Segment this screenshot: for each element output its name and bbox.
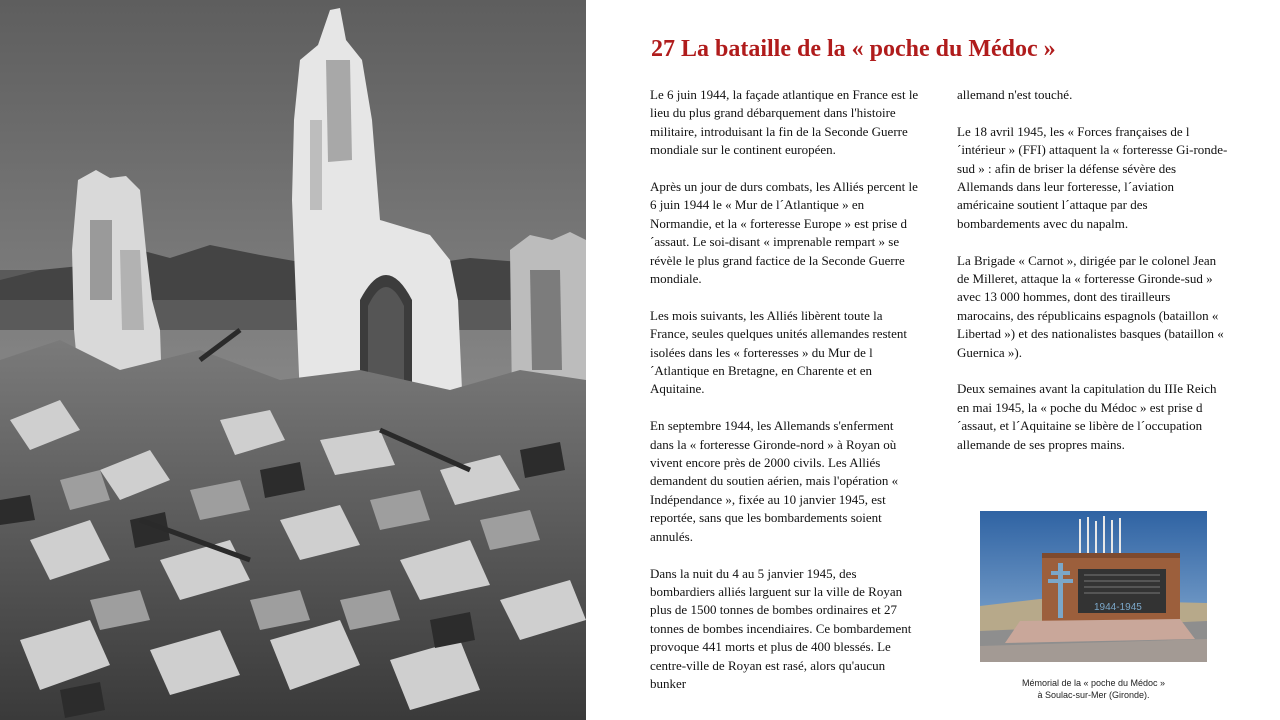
- memorial-caption: [980, 677, 1207, 701]
- paragraph: allemand n'est touché.: [957, 87, 1073, 102]
- paragraph: Le 18 avril 1945, les « Forces françaises de l´intérieur » (FFI) attaquent la « forteresse Gi-ronde-sud » : afin de briser la défense sévère des Allemands dans leur forteresse, l´aviation américaine soutient l´attaque par des bombardements avec du napalm.: [957, 123, 1228, 231]
- caption-line: Mémorial de la « poche du Médoc »: [1021, 678, 1166, 688]
- paragraph: Deux semaines avant la capitulation du IIIe Reich en mai 1945, la « poche du Médoc » est prise d´assaut, et l´Aquitaine se libère de l´occupation allemande de ses propres mains.: [957, 381, 1217, 452]
- memorial-photo: [980, 511, 1207, 662]
- paragraph: Dans la nuit du 4 au 5 janvier 1945, des bombardiers alliés larguent sur la ville de Royan plus de 1500 tonnes de bombes ordinaires et 27 tonnes de bombes incendiaires. Ce bombardement provoque 441 morts et plus de 400 blessés. Le centre-ville de Royan est rasé, alors qu'aucun bunker: [650, 565, 912, 691]
- paragraph: La Brigade « Carnot », dirigée par le colonel Jean de Milleret, attaque la « forteresse Gironde-sud » avec 13 000 hommes, dont des tirailleurs marocains, des républicains espagnols (bataillon « Libertad ») et des nationalistes basques (bataillon « Guernica »).: [957, 252, 1224, 360]
- paragraph: En septembre 1944, les Allemands s'enferment dans la « forteresse Gironde-nord » à Royan où vivent encore près de 2000 civils. Les Alliés demandent du soutien aérien, mais l'opération « Indépendance », fixée au 10 janvier 1945, est reportée, sans que les bombardements soient annulés.: [650, 418, 899, 544]
- ruins-photo: [0, 0, 586, 720]
- page-title: 27 La bataille de la « poche du Médoc »: [651, 36, 1056, 62]
- memorial-date-label: 1944-1945: [1094, 602, 1142, 613]
- paragraph: Le 6 juin 1944, la façade atlantique en France est le lieu du plus grand débarquement dans l'histoire militaire, introduisant la fin de la Seconde Guerre mondiale sur le continent européen.: [650, 87, 919, 158]
- caption-line: à Soulac-sur-Mer (Gironde).: [1037, 690, 1150, 700]
- text-column-1: [650, 86, 920, 712]
- paragraph: Les mois suivants, les Alliés libèrent toute la France, seules quelques unités allemandes restent isolées dans les « forteresses » du Mur de l´Atlantique en Bretagne, en Charente et en Aquitaine.: [650, 307, 908, 397]
- paragraph: Après un jour de durs combats, les Alliés percent le 6 juin 1944 le « Mur de l´Atlantique » en Normandie, et la « forteresse Europe » est prise d´assaut. Le soi-disant « imprenable rempart » se révèle le plus grand factice de la Seconde Guerre mondiale.: [650, 179, 918, 287]
- text-column-2: [957, 86, 1229, 472]
